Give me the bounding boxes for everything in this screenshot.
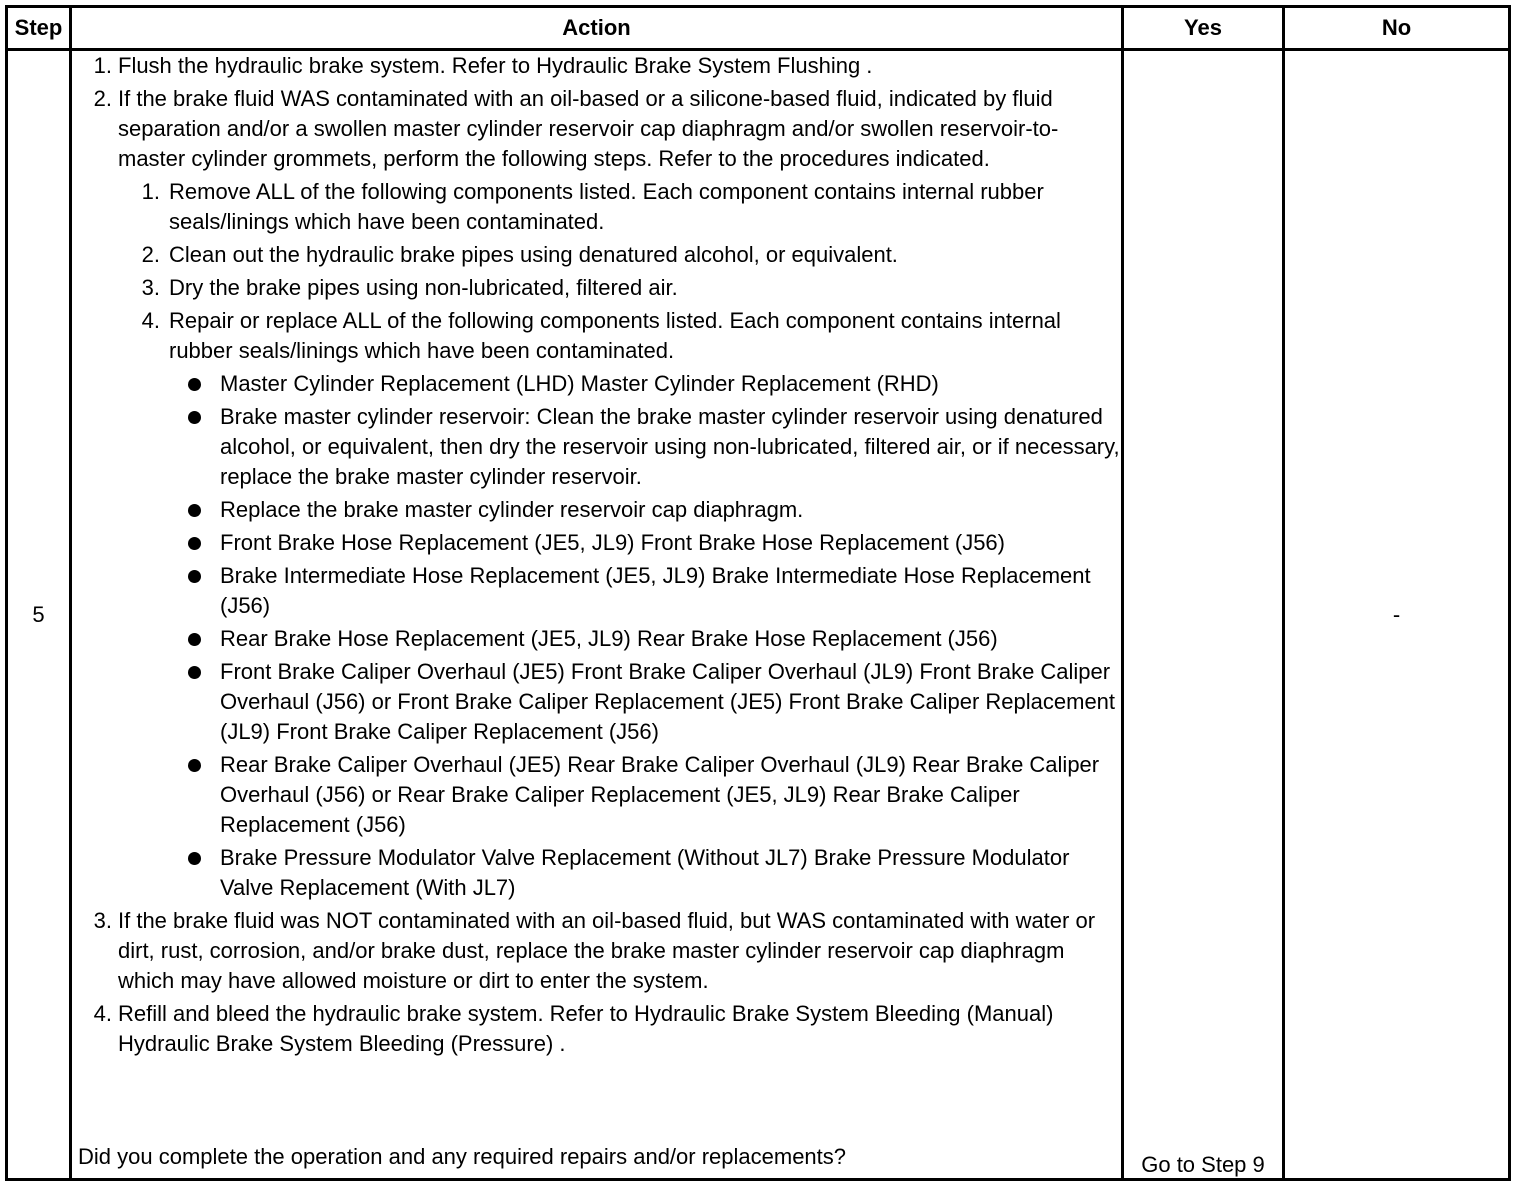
substep-1: [118, 177, 1121, 237]
header-action: Action: [71, 7, 1123, 50]
list-item: [169, 495, 1121, 525]
substep-text: Clean out the hydraulic brake pipes using denatured alcohol, or equivalent.: [169, 242, 898, 267]
action-step-text: If the brake fluid was NOT contaminated with an oil-based fluid, but WAS contaminated with water or dirt, rust, corrosion, and/or brake dust, replace the brake master cylinder reservoir cap diaphragm which may have allowed moisture or dirt to enter the system.: [118, 908, 1096, 993]
bullet-icon: [188, 411, 201, 424]
component-text: Replace the brake master cylinder reservoir cap diaphragm.: [220, 497, 804, 522]
component-text: Front Brake Hose Replacement (JE5, JL9) Front Brake Hose Replacement (J56): [220, 530, 1005, 555]
list-number: 4.: [93, 1001, 112, 1026]
no-result: -: [1284, 50, 1510, 1180]
bullet-icon: [188, 852, 201, 865]
action-step-text: Flush the hydraulic brake system. Refer to Hydraulic Brake System Flushing .: [118, 53, 873, 78]
list-item: [169, 657, 1121, 747]
action-step-text: Refill and bleed the hydraulic brake system. Refer to Hydraulic Brake System Bleeding (Manual) Hydraulic Brake System Bleeding (Pressure) .: [118, 1001, 1054, 1056]
substep-text: Dry the brake pipes using non-lubricated, filtered air.: [169, 275, 678, 300]
list-item: [169, 624, 1121, 654]
bullet-icon: [188, 570, 201, 583]
diagnostic-step-table: [5, 5, 1511, 1181]
list-number: 2.: [93, 86, 112, 111]
yes-result: Go to Step 9: [1123, 50, 1284, 1180]
action-steps-list: [72, 51, 1121, 1059]
bullet-icon: [188, 537, 201, 550]
list-number: 1.: [93, 53, 112, 78]
component-text: Front Brake Caliper Overhaul (JE5) Front Brake Caliper Overhaul (JL9) Front Brake Caliper Overhaul (J56) or Front Brake Caliper Replacement (JE5) Front Brake Caliper Replacement (JL9) Front Brake Caliper Replacement (J56): [220, 659, 1116, 744]
list-item: [169, 750, 1121, 840]
list-item: [169, 843, 1121, 903]
list-number: 4.: [141, 308, 160, 333]
component-text: Rear Brake Caliper Overhaul (JE5) Rear Brake Caliper Overhaul (JL9) Rear Brake Caliper Overhaul (J56) or Rear Brake Caliper Replacement (JE5, JL9) Rear Brake Caliper Replacement (J56): [220, 752, 1100, 837]
component-text: Brake master cylinder reservoir: Clean the brake master cylinder reservoir using denatured alcohol, or equivalent, then dry the reservoir using non-lubricated, filtered air, or if necessary, replace the brake master cylinder reservoir.: [220, 404, 1120, 489]
table-row: [7, 50, 1510, 1180]
list-item: [169, 369, 1121, 399]
bullet-icon: [188, 633, 201, 646]
bullet-icon: [188, 759, 201, 772]
substep-2: [118, 240, 1121, 270]
substep-text: Remove ALL of the following components listed. Each component contains internal rubber seals/linings which have been contaminated.: [169, 179, 1044, 234]
header-yes: Yes: [1123, 7, 1284, 50]
step-number: 5: [7, 50, 71, 1180]
component-text: Rear Brake Hose Replacement (JE5, JL9) Rear Brake Hose Replacement (J56): [220, 626, 998, 651]
bullet-icon: [188, 666, 201, 679]
diagnostic-table-container: [5, 5, 1508, 1181]
substep-4: [118, 306, 1121, 903]
action-step-2: [72, 84, 1121, 903]
substep-text: Repair or replace ALL of the following components listed. Each component contains internal rubber seals/linings which have been contaminated.: [169, 308, 1061, 363]
action-step-1: [72, 51, 1121, 81]
action-step-text: If the brake fluid WAS contaminated with an oil-based or a silicone-based fluid, indicated by fluid separation and/or a swollen master cylinder reservoir cap diaphragm and/or swollen reservoir-to-master cylinder grommets, perform the following steps. Refer to the procedures indicated.: [118, 86, 1059, 171]
action-step-4: [72, 999, 1121, 1059]
completion-question: Did you complete the operation and any required repairs and/or replacements?: [78, 1144, 847, 1169]
list-number: 2.: [141, 242, 160, 267]
list-item: [169, 528, 1121, 558]
header-step: Step: [7, 7, 71, 50]
substeps-list: [118, 177, 1121, 903]
bullet-icon: [188, 504, 201, 517]
list-item: [169, 402, 1121, 492]
header-no: No: [1284, 7, 1510, 50]
table-header-row: [7, 7, 1510, 50]
substep-3: [118, 273, 1121, 303]
list-number: 3.: [93, 908, 112, 933]
action-cell: [71, 50, 1123, 1180]
list-number: 3.: [141, 275, 160, 300]
action-step-3: [72, 906, 1121, 996]
bullet-icon: [188, 378, 201, 391]
list-number: 1.: [141, 179, 160, 204]
component-text: Master Cylinder Replacement (LHD) Master Cylinder Replacement (RHD): [220, 371, 939, 396]
component-text: Brake Pressure Modulator Valve Replacement (Without JL7) Brake Pressure Modulator Valve Replacement (With JL7): [220, 845, 1070, 900]
list-item: [169, 561, 1121, 621]
component-text: Brake Intermediate Hose Replacement (JE5, JL9) Brake Intermediate Hose Replacement (J56): [220, 563, 1091, 618]
components-list: [169, 369, 1121, 903]
